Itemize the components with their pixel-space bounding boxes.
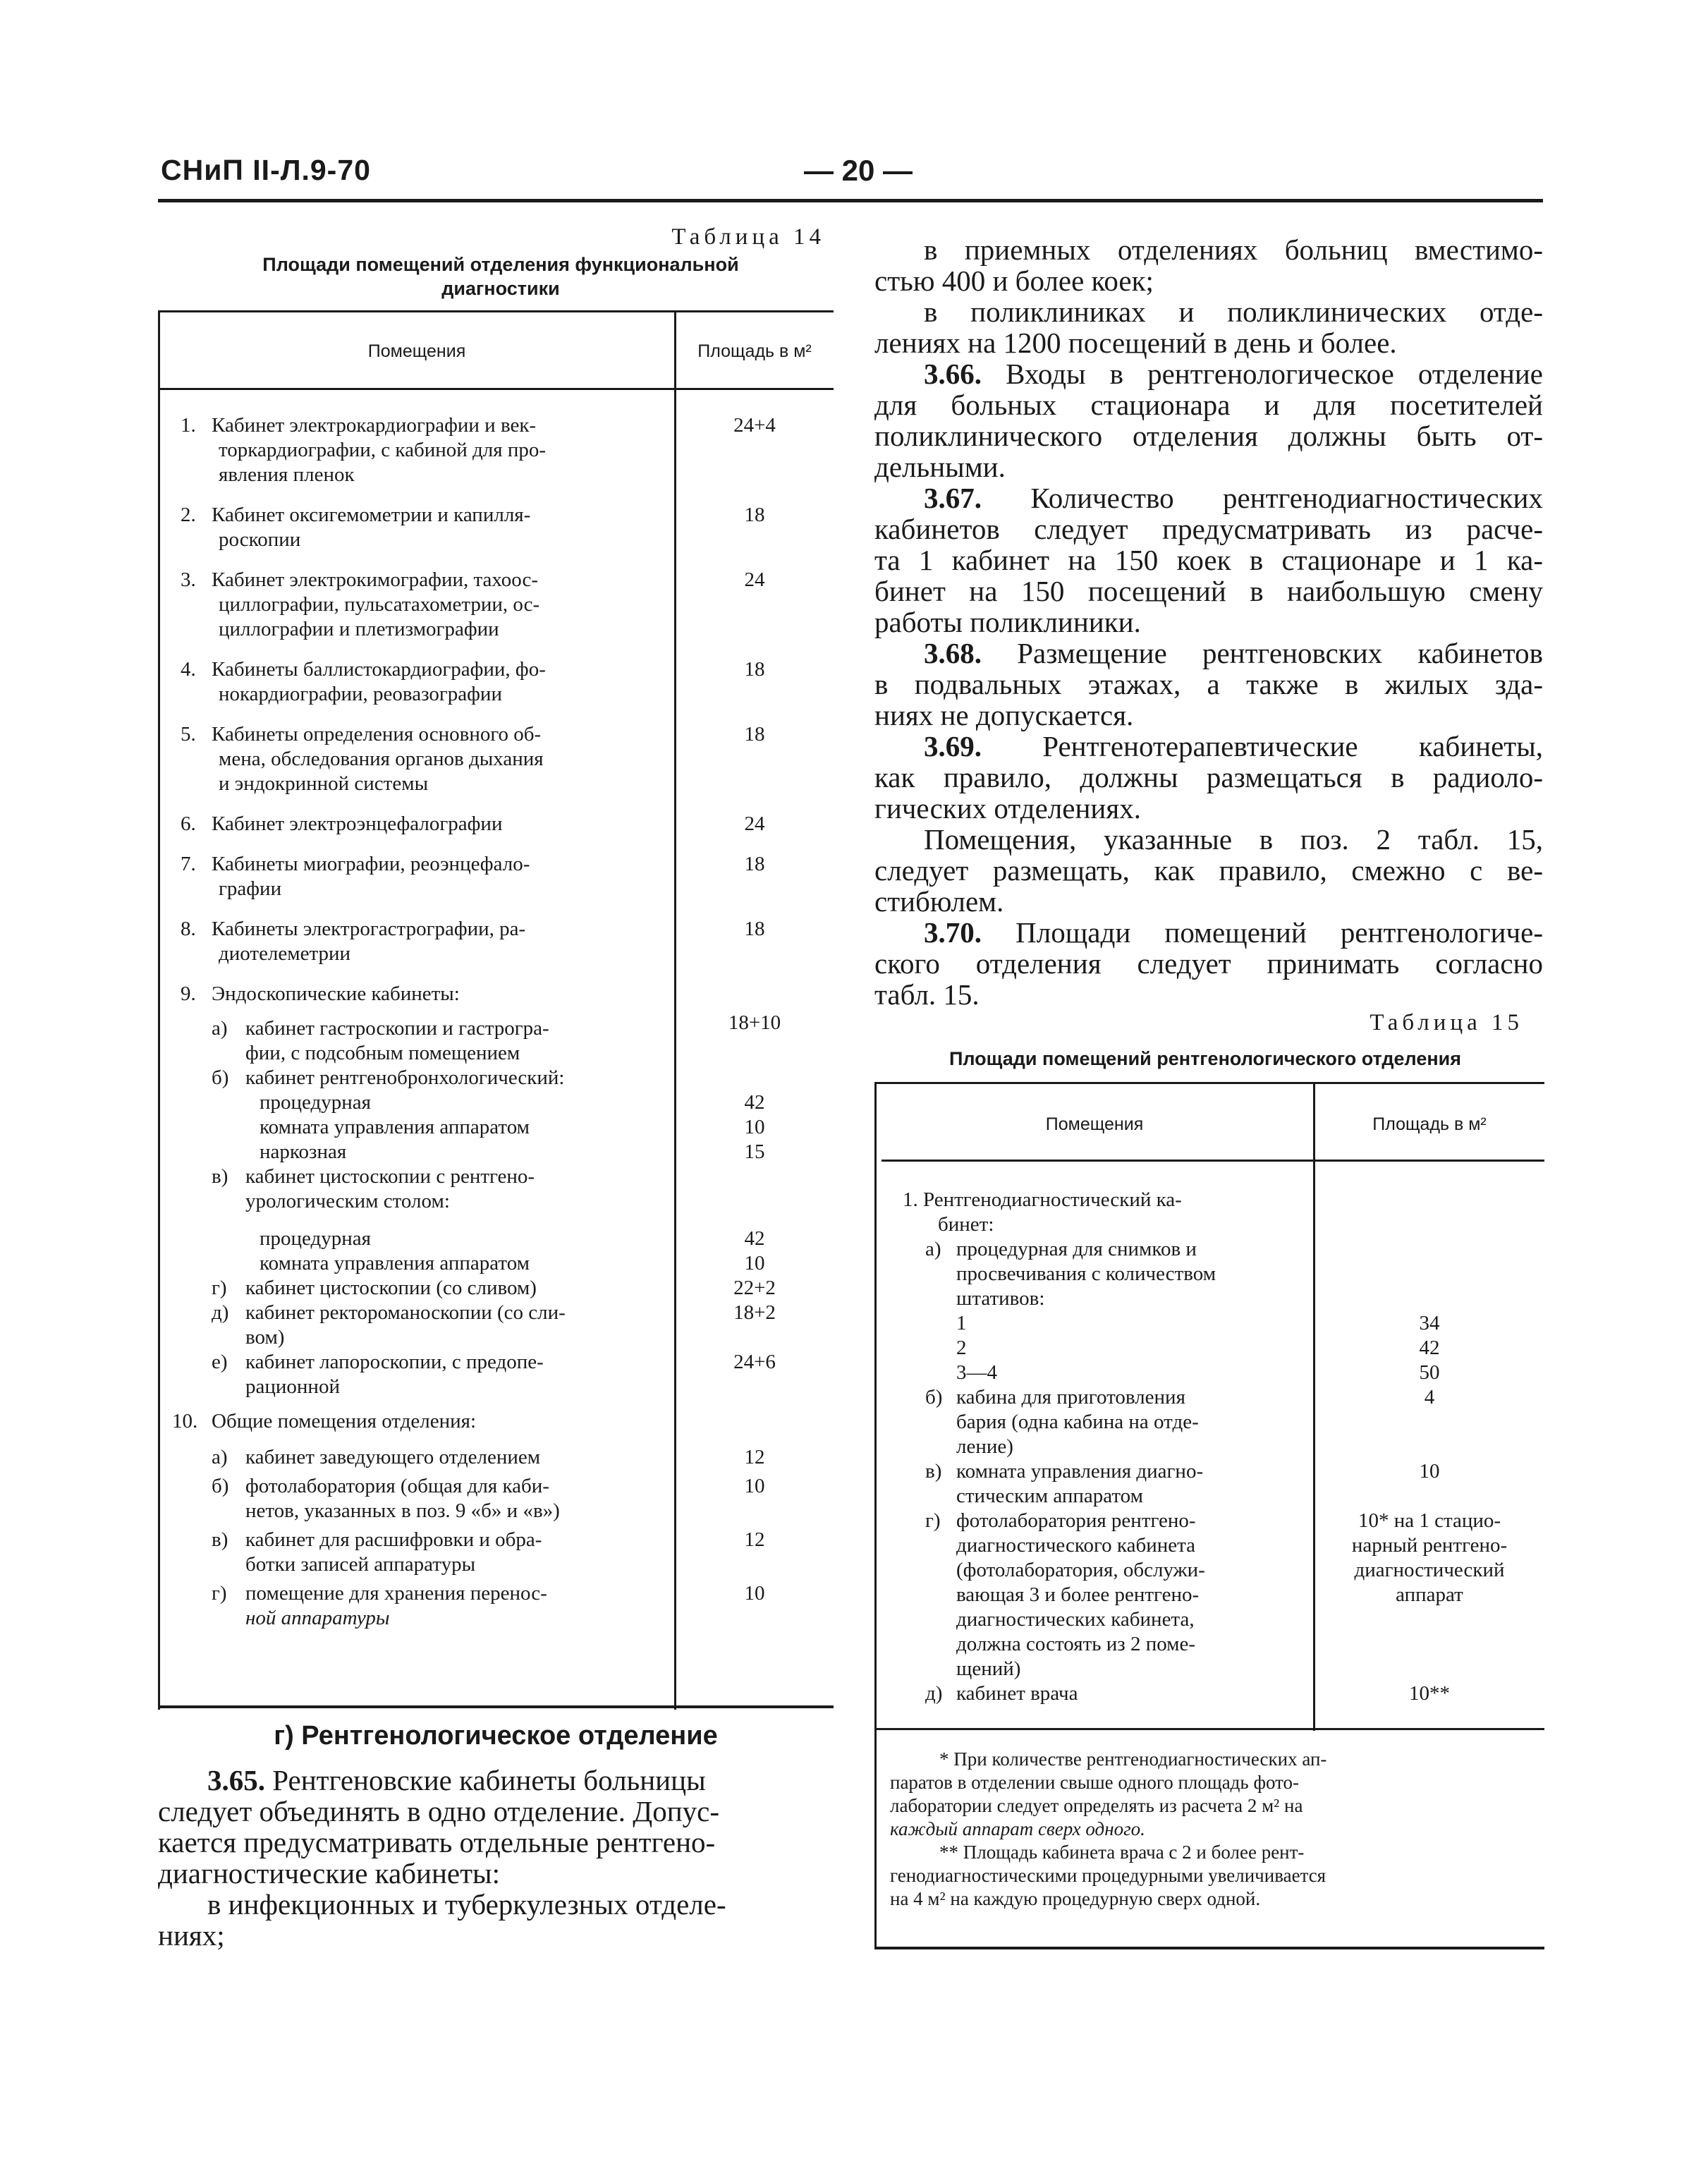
row-number: 3. <box>181 568 196 591</box>
paragraph-line: Рентгеновские кабинеты больницы <box>272 1764 706 1796</box>
table14-col-area: Площадь в м² <box>697 341 812 361</box>
table15-bottom-rule <box>874 1947 1544 1949</box>
row-text: торкардиографии, с кабиной для про- <box>219 439 546 461</box>
row-area: 18 <box>744 918 765 940</box>
row-text: Эндоскопические кабинеты: <box>212 982 460 1005</box>
sub-text: вающая 3 и более рентгено- <box>956 1583 1200 1606</box>
table15-caption: Таблица 15 <box>1370 1010 1523 1035</box>
sub-label: б) <box>925 1386 943 1408</box>
table14-title <box>169 253 832 300</box>
paragraph-line: следует объединять в одно отделение. Допус- <box>158 1795 720 1827</box>
paragraph-text: Площади помещений рентгенологиче- <box>1015 916 1544 949</box>
table14-bottom-rule <box>158 1705 834 1708</box>
paragraph-text: ского отделения следует принимать согласно <box>874 947 1543 980</box>
table15-footnotes <box>890 1748 1535 1911</box>
sub-text: помещение для хранения перенос- <box>245 1582 547 1605</box>
row-text: роскопии <box>219 528 301 551</box>
footnote-line: паратов в отделении свыше одного площадь фото- <box>890 1772 1300 1793</box>
footnote-line: каждый аппарат сверх одного. <box>890 1818 1145 1839</box>
table14-column-divider <box>674 310 676 1710</box>
sub-text: комната управления диагно- <box>956 1460 1204 1483</box>
sub-area: 42 <box>744 1091 765 1114</box>
sub-text: процедурная для снимков и <box>956 1238 1197 1260</box>
paragraph-text: Рентгенотерапевтические кабинеты, <box>1042 730 1543 762</box>
paragraph-line <box>874 762 1543 793</box>
table15-header-rule <box>882 1160 1544 1162</box>
row-text: и эндокринной системы <box>219 772 429 795</box>
row-text: диотелеметрии <box>219 942 351 965</box>
section-heading: г) Рентгенологическое отделение <box>274 1721 718 1751</box>
sub-area: аппарат <box>1396 1583 1463 1606</box>
table15-title: Площади помещений рентгенологического отделения <box>948 1048 1462 1069</box>
paragraph-text: в подвальных этажах, а также в жилых зда- <box>874 668 1543 700</box>
footnote-line: ** Площадь кабинета врача с 2 и более рент- <box>939 1842 1305 1863</box>
sub-area: 22+2 <box>733 1277 776 1299</box>
sub-text: кабинет ректороманоскопии (со сли- <box>245 1301 566 1324</box>
table15-column-divider <box>1313 1082 1315 1731</box>
paragraph-number: 3.65. <box>207 1764 265 1796</box>
row-text: Кабинет электроэнцефалографии <box>212 813 503 835</box>
paragraph-line <box>924 296 1543 327</box>
sub-text: кабинет лапороскопии, с предопе- <box>245 1351 544 1373</box>
sub-label: е) <box>212 1351 228 1373</box>
paragraph-number: 3.69. <box>924 730 982 762</box>
sub-area: 12 <box>744 1528 765 1551</box>
sub-text: кабинет рентгенобронхологический: <box>245 1066 565 1089</box>
paragraph-line <box>924 824 1543 855</box>
sub-label: а) <box>925 1238 941 1260</box>
paragraph-line <box>874 669 1543 700</box>
table14-col-rooms: Помещения <box>367 341 466 361</box>
footnote-line: * При количестве рентгенодиагностических ап- <box>939 1748 1327 1770</box>
paragraph-line <box>874 544 1543 576</box>
row-text: Кабинет оксигемометрии и капилля- <box>212 504 531 526</box>
sub-text: фотолаборатория (общая для каби- <box>245 1475 549 1497</box>
table15-body-bottom-rule <box>874 1728 1544 1730</box>
paragraph-line <box>874 265 1543 296</box>
paragraph-line <box>874 855 1543 886</box>
sub-text: нетов, указанных в поз. 9 «б» и «в») <box>245 1499 560 1522</box>
sub-text: щений) <box>956 1657 1021 1680</box>
paragraph-line <box>924 638 1543 669</box>
paragraph-text: в поликлиниках и поликлинических отде- <box>924 296 1543 328</box>
paragraph-line <box>874 327 1543 358</box>
sub-text: наркозная <box>260 1140 347 1163</box>
row-text: нокардиографии, реовазографии <box>219 683 502 705</box>
page-number: — 20 — <box>804 154 913 187</box>
shtativ-area: 34 <box>1419 1312 1440 1334</box>
sub-text: кабинет заведующего отделением <box>245 1446 541 1468</box>
row-area: 18 <box>744 853 765 875</box>
paragraph-text: работы поликлиники. <box>874 606 1141 638</box>
paragraph-text: Количество рентгенодиагностических <box>1030 482 1543 514</box>
sub-text: процедурная <box>260 1091 372 1114</box>
row-number: 7. <box>181 853 196 875</box>
sub-area: нарный рентгено- <box>1351 1534 1508 1557</box>
paragraph-text: Входы в рентгенологическое отделение <box>1006 358 1543 390</box>
paragraph-number: 3.68. <box>924 637 982 669</box>
sub-area: 12 <box>744 1446 765 1468</box>
sub-area: 10 <box>744 1116 765 1138</box>
sub-area: диагностический <box>1354 1559 1505 1581</box>
row-text: циллографии и плетизмографии <box>219 618 499 640</box>
paragraph-text: кабинетов следует предусматривать из расче- <box>874 513 1543 545</box>
row-area: 18 <box>744 504 765 526</box>
shtativ-count: 3—4 <box>956 1361 997 1384</box>
paragraph-text: табл. 15. <box>874 978 980 1011</box>
shtativ-area: 50 <box>1419 1361 1440 1384</box>
sub-area: 24+6 <box>733 1351 776 1373</box>
row-number: 1. <box>181 414 196 437</box>
paragraph-text: следует размещать, как правило, смежно с ве- <box>874 854 1543 887</box>
shtativ-count: 1 <box>956 1312 967 1334</box>
row-number: 10. <box>172 1410 198 1432</box>
paragraph-line <box>874 948 1543 979</box>
row-number: 5. <box>181 723 196 746</box>
header-rule <box>158 199 1543 202</box>
table14-caption: Таблица 14 <box>671 224 825 250</box>
row-number: 6. <box>181 813 196 835</box>
paragraph-text: стибюлем. <box>874 885 1004 918</box>
row-text: Кабинет электрокимографии, тахоос- <box>212 568 539 591</box>
sub-text: вом) <box>245 1326 285 1349</box>
sub-area: 18+2 <box>733 1301 776 1324</box>
sub-text: урологическим столом: <box>245 1190 450 1212</box>
sub-text: просвечивания с количеством <box>956 1263 1216 1285</box>
sub-area: 42 <box>744 1227 765 1250</box>
sub-label: в) <box>212 1528 228 1551</box>
sub-text: комната управления аппаратом <box>260 1252 530 1274</box>
paragraph-line <box>874 389 1543 420</box>
row-text: Кабинеты миографии, реоэнцефало- <box>212 853 530 875</box>
sub-text: ной аппаратуры <box>245 1607 390 1629</box>
paragraph-line: в инфекционных и туберкулезных отделе- <box>207 1888 726 1921</box>
paragraph-line <box>924 358 1543 389</box>
paragraph-line: кается предусматривать отдельные рентгено- <box>158 1826 716 1858</box>
row-text: 1. Рентгенодиагностический ка- <box>903 1188 1182 1211</box>
sub-text: диагностического кабинета <box>956 1534 1196 1557</box>
sub-label: д) <box>212 1301 229 1324</box>
row-number: 2. <box>181 504 196 526</box>
paragraph-line <box>874 576 1543 607</box>
sub-area: 10** <box>1409 1682 1450 1705</box>
sub-text: должна состоять из 2 поме- <box>956 1633 1196 1655</box>
paragraph-text: стью 400 и более коек; <box>874 264 1154 297</box>
sub-text: ботки записей аппаратуры <box>245 1553 476 1576</box>
sub-text: (фотолаборатория, обслужи- <box>956 1559 1205 1581</box>
sub-text: стическим аппаратом <box>956 1485 1143 1507</box>
row-text: циллографии, пульсатахометрии, ос- <box>219 593 540 616</box>
paragraph-number: 3.70. <box>924 916 982 949</box>
sub-text: рационной <box>245 1375 340 1398</box>
paragraph-line <box>924 731 1543 762</box>
table14-left-border <box>158 310 160 1710</box>
sub-text: штативов: <box>956 1287 1045 1310</box>
row-area: 18 <box>744 723 765 746</box>
row-number: 4. <box>181 658 196 681</box>
paragraph-line <box>874 451 1543 482</box>
footnote-line: генодиагностическими процедурными увеличивается <box>890 1865 1326 1886</box>
table15-left-border <box>874 1082 877 1949</box>
paragraph-3-65 <box>158 1765 834 1951</box>
row-number: 9. <box>181 982 196 1005</box>
sub-label: в) <box>925 1460 942 1483</box>
paragraph-text: Помещения, указанные в поз. 2 табл. 15, <box>924 823 1543 856</box>
row-text: мена, обследования органов дыхания <box>219 748 544 770</box>
sub-text: диагностических кабинета, <box>956 1608 1195 1631</box>
row-area: 24 <box>744 568 765 591</box>
paragraph-text: гических отделениях. <box>874 792 1141 825</box>
sub-text: кабинет гастроскопии и гастрогра- <box>245 1017 549 1040</box>
paragraph-line <box>874 700 1543 731</box>
paragraph-number: 3.67. <box>924 482 982 514</box>
sub-area: 10 <box>744 1475 765 1497</box>
paragraph-line <box>874 979 1543 1010</box>
sub-label: д) <box>925 1682 943 1705</box>
sub-text: комната управления аппаратом <box>260 1116 530 1138</box>
paragraph-text: поликлинического отделения должны быть от- <box>874 420 1543 452</box>
paragraph-line: ниях; <box>158 1919 225 1952</box>
row-area: 18 <box>744 658 765 681</box>
paragraph-text: в приемных отделениях больниц вместимо- <box>924 233 1543 266</box>
paragraph-line <box>874 793 1543 824</box>
sub-area: 10 <box>1419 1460 1440 1483</box>
footnote-line: лаборатории следует определять из расчета 2 м² на <box>890 1795 1303 1816</box>
table15-col-area: Площадь в м² <box>1372 1114 1487 1134</box>
paragraph-line <box>924 917 1543 948</box>
sub-text: процедурная <box>260 1227 372 1250</box>
sub-text: ление) <box>956 1435 1013 1458</box>
row-area: 24+4 <box>733 414 776 437</box>
paragraph-line <box>874 420 1543 451</box>
row-area: 24 <box>744 813 765 835</box>
row-text: Кабинеты баллистокардиографии, фо- <box>212 658 546 681</box>
sub-label: г) <box>925 1509 941 1532</box>
table15-col-rooms: Помещения <box>1045 1114 1144 1134</box>
row-text: явления пленок <box>219 463 355 486</box>
row-text: Кабинет электрокардиографии и век- <box>212 414 537 437</box>
sub-label: а) <box>212 1446 228 1468</box>
sub-area: 10* на 1 стацио- <box>1358 1509 1501 1532</box>
sub-label: б) <box>212 1475 229 1497</box>
sub-area: 4 <box>1424 1386 1435 1408</box>
paragraph-text: бинет на 150 посещений в наибольшую смену <box>874 575 1543 607</box>
sub-text: фотолаборатория рентгено- <box>956 1509 1196 1532</box>
paragraph-text: лениях на 1200 посещений в день и более. <box>874 327 1397 359</box>
sub-text: фии, с подсобным помещением <box>245 1042 520 1064</box>
paragraph-text: дельными. <box>874 451 1006 483</box>
paragraph-text: та 1 кабинет на 150 коек в стационаре и 1 ка- <box>874 544 1543 576</box>
paragraph-line <box>874 886 1543 917</box>
table14-header-rule <box>158 388 834 390</box>
table14-title-line: диагностики <box>441 278 560 299</box>
sub-area: 15 <box>744 1140 765 1163</box>
row-text: Общие помещения отделения: <box>212 1410 477 1432</box>
sub-label: а) <box>212 1017 228 1040</box>
row-text: графии <box>219 877 282 900</box>
sub-text: бария (одна кабина на отде- <box>956 1411 1199 1433</box>
paragraph-text: для больных стационара и для посетителей <box>874 389 1543 421</box>
sub-area: 18+10 <box>728 1011 781 1034</box>
sub-label: г) <box>212 1277 227 1299</box>
paragraph-line <box>924 482 1543 513</box>
sub-text: кабинет для расшифровки и обра- <box>245 1528 542 1551</box>
table15-top-rule <box>874 1082 1544 1084</box>
paragraph-text: ниях не допускается. <box>874 699 1134 731</box>
paragraph-number: 3.66. <box>924 358 982 390</box>
table14-top-rule <box>158 310 834 312</box>
paragraph-text: как правило, должны размещаться в радиоло- <box>874 761 1543 793</box>
row-number: 8. <box>181 918 196 940</box>
row-text: Кабинеты определения основного об- <box>212 723 542 746</box>
sub-area: 10 <box>744 1252 765 1274</box>
paragraph-line: диагностические кабинеты: <box>158 1857 500 1890</box>
sub-text: кабинет врача <box>956 1682 1078 1705</box>
sub-text: кабина для приготовления <box>956 1386 1185 1408</box>
document-code: СНиП II-Л.9-70 <box>161 154 371 186</box>
paragraph-line <box>874 513 1543 544</box>
paragraph-text: Размещение рентгеновских кабинетов <box>1017 637 1543 669</box>
shtativ-area: 42 <box>1419 1337 1440 1359</box>
sub-label: в) <box>212 1165 228 1188</box>
sub-text: кабинет цистоскопии с рентгено- <box>245 1165 535 1188</box>
table14-title-line: Площади помещений отделения функциональной <box>262 254 739 275</box>
sub-area: 10 <box>744 1582 765 1605</box>
paragraph-line <box>874 607 1543 638</box>
paragraph-line <box>924 234 1543 265</box>
row-text: Кабинеты электрогастрографии, ра- <box>212 918 526 940</box>
row-text: бинет: <box>938 1213 994 1236</box>
footnote-line: на 4 м² на каждую процедурную сверх одной. <box>890 1888 1261 1909</box>
sub-label: г) <box>212 1582 227 1605</box>
sub-text: кабинет цистоскопии (со сливом) <box>245 1277 537 1299</box>
shtativ-count: 2 <box>956 1337 967 1359</box>
sub-label: б) <box>212 1066 229 1089</box>
